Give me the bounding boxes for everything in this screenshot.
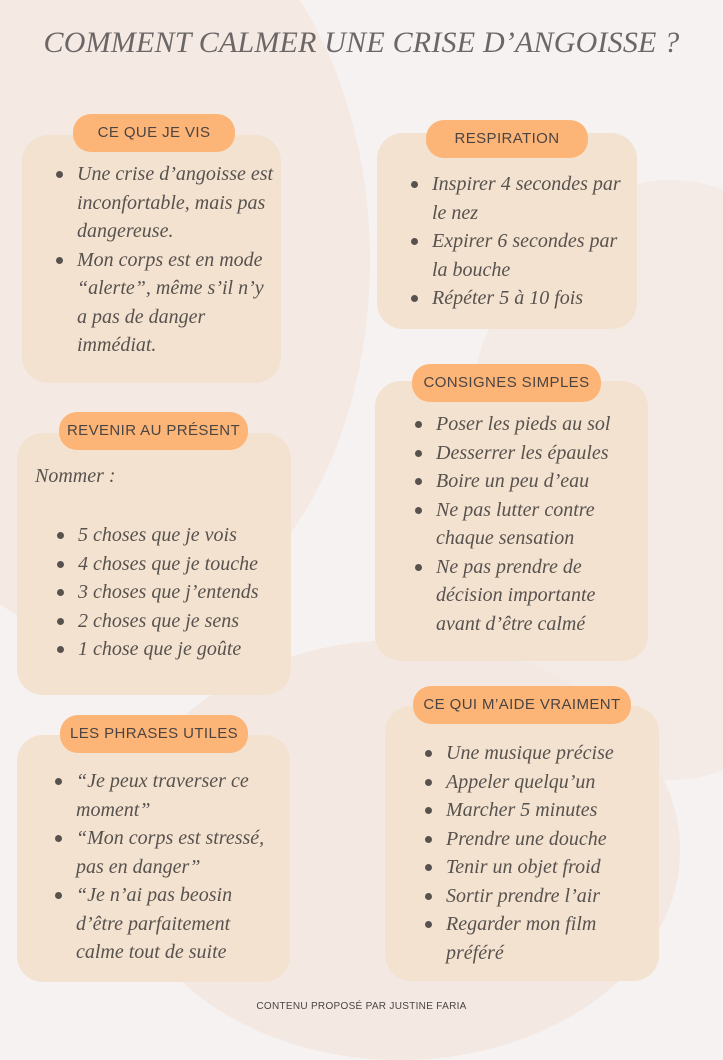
list-item: “Je n’ai pas beosin d’être parfaitement calme tout de suite	[54, 881, 282, 967]
list-item: 4 choses que je touche	[56, 550, 288, 579]
list-item: Regarder mon film préféré	[424, 910, 649, 967]
lead-text: Nommer :	[35, 465, 116, 487]
list-item: Poser les pieds au sol	[414, 410, 636, 439]
list-item: Desserrer les épaules	[414, 439, 636, 468]
heading-respiration: RESPIRATION	[426, 120, 588, 158]
list-item: Ne pas lutter contre chaque sensation	[414, 496, 636, 553]
list-consignes-simples	[414, 410, 636, 638]
list-item: 1 chose que je goûte	[56, 635, 288, 664]
list-item: Prendre une douche	[424, 825, 649, 854]
heading-revenir-au-present: REVENIR AU PRÉSENT	[59, 412, 248, 450]
list-item: Tenir un objet froid	[424, 853, 649, 882]
list-item: “Mon corps est stressé, pas en danger”	[54, 824, 282, 881]
list-item: 5 choses que je vois	[56, 521, 288, 550]
list-ce-qui-m-aide	[424, 739, 649, 967]
list-item: Expirer 6 secondes par la bouche	[410, 227, 635, 284]
list-item: Une musique précise	[424, 739, 649, 768]
list-les-phrases-utiles	[54, 767, 282, 967]
list-item: Ne pas prendre de décision importante avant d’être calmé	[414, 553, 636, 639]
list-item: Appeler quelqu’un	[424, 768, 649, 797]
list-item: Inspirer 4 secondes par le nez	[410, 170, 635, 227]
heading-ce-qui-m-aide: CE QUI M’AIDE VRAIMENT	[413, 686, 631, 724]
list-item: Mon corps est en mode “alerte”, même s’il n’y a pas de danger immédiat.	[55, 246, 275, 360]
list-item: Boire un peu d’eau	[414, 467, 636, 496]
list-respiration	[410, 170, 635, 313]
list-item: 2 choses que je sens	[56, 607, 288, 636]
list-revenir-au-present	[56, 521, 288, 664]
list-ce-que-je-vis	[55, 160, 275, 360]
list-item: “Je peux traverser ce moment”	[54, 767, 282, 824]
list-item: 3 choses que j’entends	[56, 578, 288, 607]
heading-ce-que-je-vis: CE QUE JE VIS	[73, 114, 235, 152]
list-item: Répéter 5 à 10 fois	[410, 284, 635, 313]
footer-credit: CONTENU PROPOSÉ PAR JUSTINE FARIA	[256, 1001, 467, 1012]
list-item: Une crise d’angoisse est inconfortable, mais pas dangereuse.	[55, 160, 275, 246]
list-item: Marcher 5 minutes	[424, 796, 649, 825]
heading-consignes-simples: CONSIGNES SIMPLES	[412, 364, 601, 402]
list-item: Sortir prendre l’air	[424, 882, 649, 911]
page-title: COMMENT CALMER UNE CRISE D’ANGOISSE ?	[43, 26, 680, 59]
heading-les-phrases-utiles: LES PHRASES UTILES	[60, 715, 248, 753]
